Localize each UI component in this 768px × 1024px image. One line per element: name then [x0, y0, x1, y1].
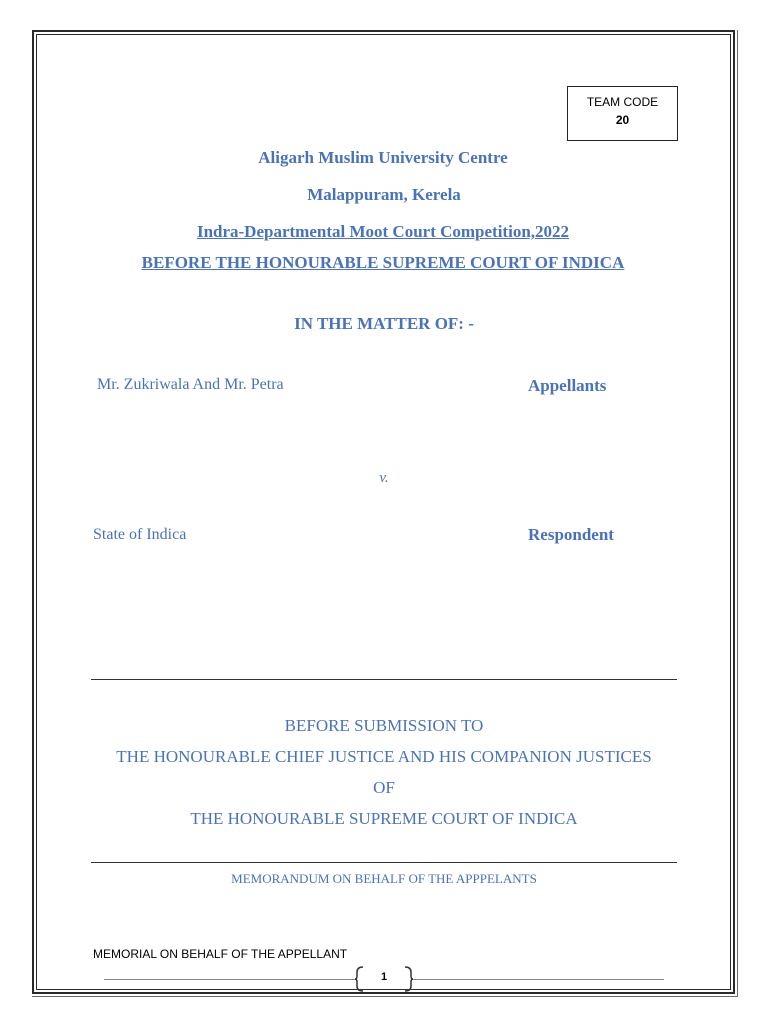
- submission-line-3: OF: [373, 778, 395, 797]
- memorandum-line: MEMORANDUM ON BEHALF OF THE APPPELANTS: [231, 871, 537, 886]
- team-code-box: [567, 86, 678, 141]
- respondent-role: Respondent: [528, 525, 614, 544]
- institution-location: Malappuram, Kerela: [307, 185, 461, 204]
- versus: v.: [379, 470, 389, 486]
- page-border-inner: [36, 34, 731, 990]
- appellants-role: Appellants: [528, 376, 607, 395]
- divider-bottom: [91, 862, 677, 863]
- submission-line-2: THE HONOURABLE CHIEF JUSTICE AND HIS COMPANION JUSTICES: [116, 747, 652, 766]
- footer-rule-left: [104, 979, 356, 980]
- appellants-name: Mr. Zukriwala And Mr. Petra: [97, 376, 284, 393]
- divider-top: [91, 679, 677, 680]
- court-title: BEFORE THE HONOURABLE SUPREME COURT OF INDICA: [141, 253, 625, 272]
- page-border-shadow-bottom: [32, 996, 738, 997]
- institution-title: Aligarh Muslim University Centre: [258, 148, 508, 167]
- competition-title: Indra-Departmental Moot Court Competition,2022: [196, 222, 570, 241]
- matter-heading: IN THE MATTER OF: -: [294, 314, 474, 333]
- page-border-shadow-right: [737, 30, 738, 996]
- team-code-number: 20: [615, 113, 630, 127]
- submission-line-1: BEFORE SUBMISSION TO: [284, 716, 484, 735]
- submission-line-4: THE HONOURABLE SUPREME COURT OF INDICA: [190, 809, 578, 828]
- page-number: 1: [380, 971, 388, 983]
- team-code-label: TEAM CODE: [586, 95, 659, 109]
- respondent-name: State of Indica: [93, 526, 187, 543]
- footer-rule-right: [412, 979, 664, 980]
- footer-memorial-text: MEMORIAL ON BEHALF OF THE APPELLANT: [93, 947, 348, 961]
